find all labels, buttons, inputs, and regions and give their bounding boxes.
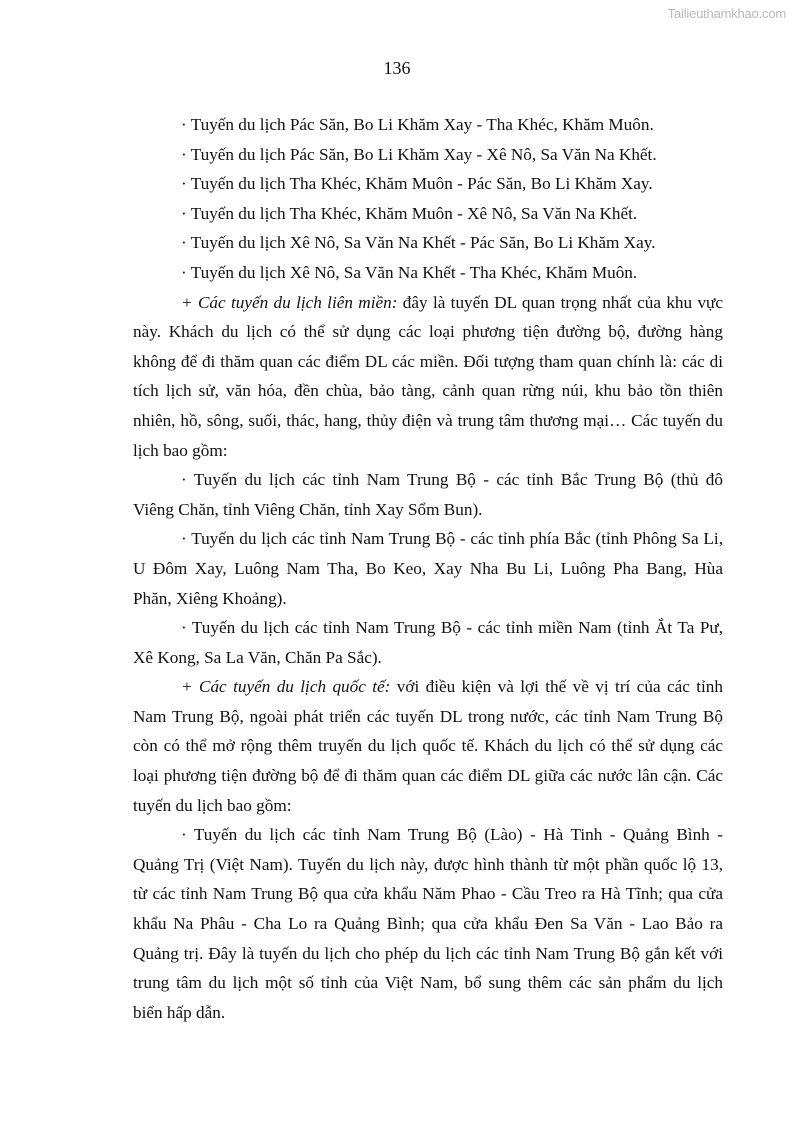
paragraph-line: loại phương tiện đường bộ để đi thăm quan các điểm DL giữa các nước lân cận. Các [133, 766, 723, 786]
paragraph-line: này. Khách du lịch có thể sử dụng các loại phương tiện đường bộ, đường hàng [133, 322, 723, 342]
route-item-cont: Xê Kong, Sa La Văn, Chăn Pa Sắc). [133, 647, 382, 667]
section-lead: + Các tuyến du lịch quốc tế: [181, 677, 391, 697]
route-item-cont: Quảng trị. Đây là tuyến du lịch cho phép du lịch các tỉnh Nam Trung Bộ gắn kết với [133, 943, 723, 963]
paragraph-line: còn có thể mở rộng thêm truyến du lịch quốc tế. Khách du lịch có thể sử dụng các [133, 736, 723, 756]
watermark: Tailieuthamkhao.com [667, 6, 786, 21]
route-item-cont: Phăn, Xiêng Khoảng). [133, 588, 287, 608]
route-item-cont: Viêng Chăn, tỉnh Viêng Chăn, tỉnh Xay Sổm Bun). [133, 499, 483, 519]
route-item-cont: từ các tỉnh Nam Trung Bộ qua cửa khẩu Năm Phao - Cầu Treo ra Hà Tĩnh; qua cửa [133, 884, 723, 904]
section-lead: + Các tuyến du lịch liên miền: [181, 292, 398, 312]
paragraph-line: tuyến du lịch bao gồm: [133, 795, 292, 815]
route-item: · Tuyến du lịch Tha Khéc, Khăm Muôn - Xê Nô, Sa Văn Na Khết. [181, 203, 638, 223]
paragraph-text: với điều kiện và lợi thế về vị trí của các tỉnh [390, 677, 723, 697]
route-item-cont: trung tâm du lịch một số tỉnh của Việt Nam, bổ sung thêm các sản phẩm du lịch [133, 973, 723, 993]
paragraph-line: không để đi thăm quan các điểm DL các miền. Đối tượng tham quan chính là: các di [133, 351, 723, 371]
route-item: · Tuyến du lịch Xê Nô, Sa Văn Na Khết - Tha Khéc, Khăm Muôn. [181, 262, 638, 282]
document-body [133, 110, 723, 1027]
paragraph-text: đây là tuyến DL quan trọng nhất của khu vực [397, 292, 723, 312]
paragraph-line: tích lịch sử, văn hóa, đền chùa, bảo tàng, cảnh quan rừng núi, khu bảo tồn thiên [133, 381, 723, 401]
route-item-cont: biển hấp dẫn. [133, 1002, 226, 1022]
section-heading-line [133, 672, 723, 702]
paragraph-line: nhiên, hồ, sông, suối, thác, hang, thủy điện và trung tâm thương mại… Các tuyến du [133, 410, 723, 430]
route-item: · Tuyến du lịch Xê Nô, Sa Văn Na Khết - Pác Săn, Bo Li Khăm Xay. [181, 233, 656, 253]
route-item-cont: Quảng Trị (Việt Nam). Tuyến du lịch này, được hình thành từ một phần quốc lộ 13, [133, 854, 723, 874]
route-item-cont: U Đôm Xay, Luông Nam Tha, Bo Keo, Xay Nha Bu Li, Luông Pha Bang, Hùa [133, 558, 723, 578]
route-item: · Tuyến du lịch các tỉnh Nam Trung Bộ - các tỉnh phía Bắc (tỉnh Phông Sa Li, [181, 529, 723, 549]
route-item: · Tuyến du lịch các tỉnh Nam Trung Bộ (Lào) - Hà Tinh - Quảng Bình - [181, 825, 723, 845]
page-number: 136 [383, 58, 411, 78]
route-item: · Tuyến du lịch Pác Săn, Bo Li Khăm Xay - Tha Khéc, Khăm Muôn. [181, 115, 654, 134]
route-item-cont: khẩu Na Phâu - Cha Lo ra Quảng Bình; qua cửa khẩu Đen Sa Văn - Lao Bảo ra [133, 914, 723, 934]
route-item: · Tuyến du lịch Pác Săn, Bo Li Khăm Xay - Xê Nô, Sa Văn Na Khết. [181, 144, 657, 164]
route-item: · Tuyến du lịch Tha Khéc, Khăm Muôn - Pác Săn, Bo Li Khăm Xay. [181, 174, 653, 194]
route-item: · Tuyến du lịch các tỉnh Nam Trung Bộ - các tỉnh miền Nam (tỉnh Ắt Ta Pư, [181, 618, 723, 638]
paragraph-line: Nam Trung Bộ, ngoài phát triển các tuyến DL trong nước, các tỉnh Nam Trung Bộ [133, 706, 723, 726]
section-heading-line [133, 288, 723, 318]
paragraph-line: lịch bao gồm: [133, 440, 228, 460]
route-item: · Tuyến du lịch các tỉnh Nam Trung Bộ - các tỉnh Bắc Trung Bộ (thủ đô [181, 470, 723, 490]
